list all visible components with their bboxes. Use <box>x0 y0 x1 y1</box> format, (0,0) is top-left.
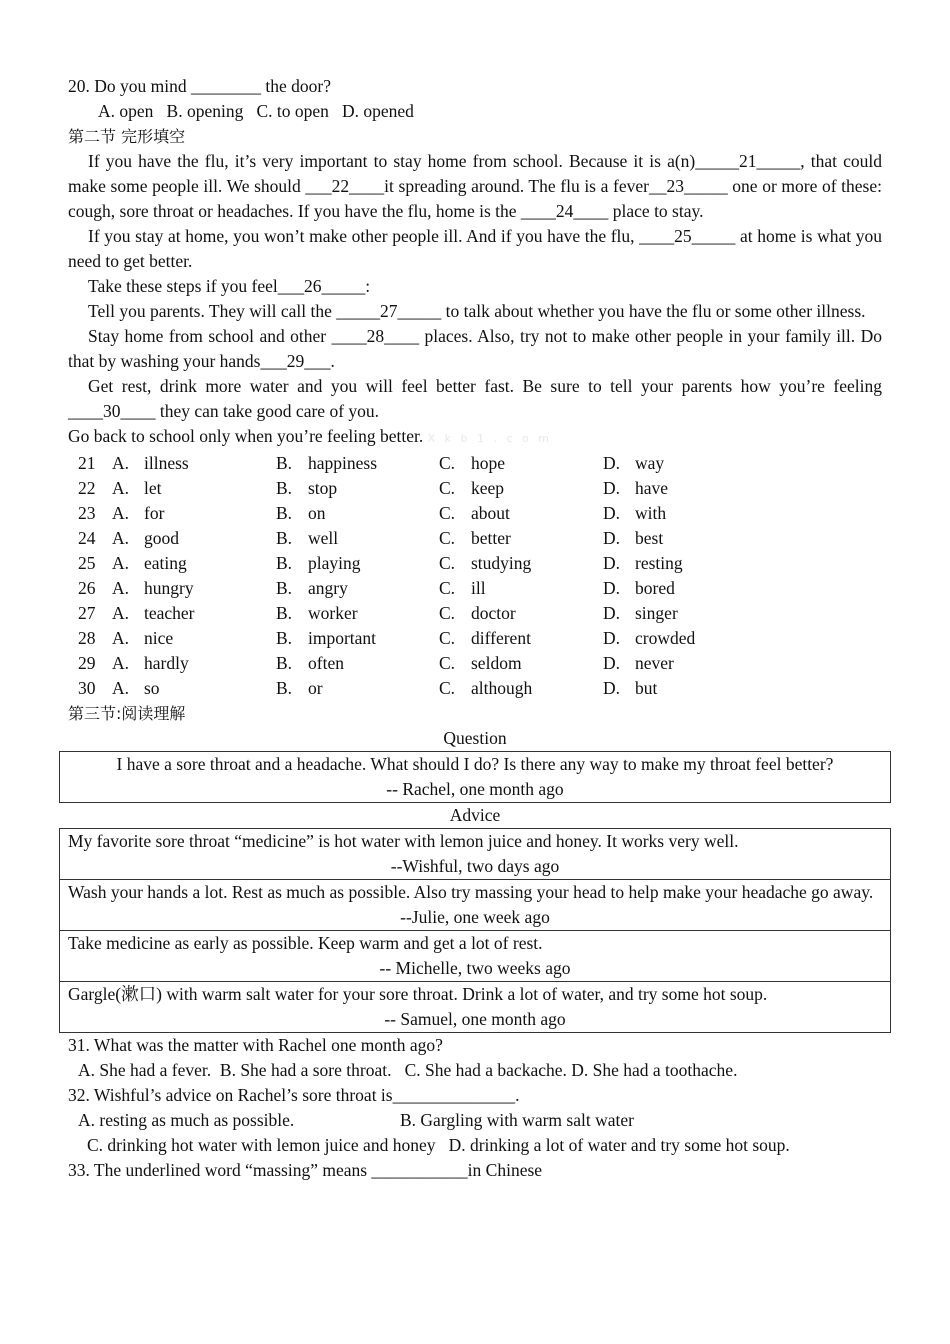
document-page <box>68 74 882 1183</box>
option-word-d: resting <box>635 553 683 573</box>
option-number: 25 <box>78 553 96 573</box>
option-letter-b: B. <box>276 653 293 673</box>
cloze-option-row <box>78 601 745 626</box>
option-word-a: for <box>144 503 165 523</box>
option-word-a: hardly <box>144 653 189 673</box>
option-letter-a: A. <box>112 628 130 648</box>
question-text: I have a sore throat and a headache. What should I do? Is there any way to make my throat feel better? <box>116 754 834 774</box>
advice-box <box>59 828 891 880</box>
advice-sign: -- Michelle, two weeks ago <box>379 958 571 978</box>
cloze-option-row <box>78 501 745 526</box>
option-word-b: stop <box>308 478 338 498</box>
option-letter-c: C. <box>439 478 456 498</box>
option-word-a: let <box>144 478 162 498</box>
option-word-a: good <box>144 528 179 548</box>
q33-stem: 33. The underlined word “massing” means ___________in Chinese <box>68 1160 543 1180</box>
option-letter-a: A. <box>112 678 130 698</box>
cloze-paragraph-5: Stay home from school and other ____28____ places. Also, try not to make other people in your family ill. Do that by washing your hands___29___. <box>68 326 882 371</box>
option-letter-c: C. <box>439 678 456 698</box>
cloze-option-row <box>78 626 745 651</box>
option-letter-c: C. <box>439 578 456 598</box>
option-word-d: singer <box>635 603 678 623</box>
option-letter-c: C. <box>439 453 456 473</box>
option-letter-a: A. <box>112 578 130 598</box>
section2-title: 第二节 完形填空 <box>68 127 186 146</box>
cloze-paragraph-3: Take these steps if you feel___26_____: <box>88 276 371 296</box>
option-letter-d: D. <box>603 678 621 698</box>
cloze-option-row <box>78 676 745 701</box>
cloze-option-row <box>78 526 745 551</box>
cloze-options-table <box>78 451 745 701</box>
option-word-a: hungry <box>144 578 194 598</box>
q20-options: A. open B. opening C. to open D. opened <box>98 101 414 121</box>
option-number: 23 <box>78 503 96 523</box>
cloze-paragraph-4: Tell you parents. They will call the _____27_____ to talk about whether you have the flu or some other illness. <box>88 301 866 321</box>
option-letter-b: B. <box>276 503 293 523</box>
cloze-option-row <box>78 476 745 501</box>
option-letter-b: B. <box>276 578 293 598</box>
option-letter-c: C. <box>439 528 456 548</box>
option-word-b: well <box>308 528 339 548</box>
advice-text: Wash your hands a lot. Rest as much as possible. Also try massing your head to help make your headache go away. <box>68 882 874 902</box>
question-box <box>59 751 891 803</box>
option-letter-b: B. <box>276 478 293 498</box>
option-letter-a: A. <box>112 478 130 498</box>
option-letter-c: C. <box>439 603 456 623</box>
cloze-closing <box>68 424 882 451</box>
option-number: 21 <box>78 453 96 473</box>
option-word-a: illness <box>144 453 189 473</box>
q31-stem: 31. What was the matter with Rachel one month ago? <box>68 1035 443 1055</box>
option-letter-b: B. <box>276 603 293 623</box>
option-letter-b: B. <box>276 678 293 698</box>
option-word-a: eating <box>144 553 187 573</box>
option-word-c: although <box>471 678 533 698</box>
option-letter-c: C. <box>439 653 456 673</box>
option-number: 28 <box>78 628 96 648</box>
q32-options-cd: C. drinking hot water with lemon juice and honey D. drinking a lot of water and try some hot soup. <box>87 1135 790 1155</box>
option-letter-a: A. <box>112 528 130 548</box>
option-word-c: studying <box>471 553 532 573</box>
option-word-a: nice <box>144 628 174 648</box>
option-letter-d: D. <box>603 553 621 573</box>
option-word-d: best <box>635 528 664 548</box>
option-word-b: worker <box>308 603 358 623</box>
q20-stem: 20. Do you mind ________ the door? <box>68 76 331 96</box>
option-word-d: bored <box>635 578 675 598</box>
option-word-d: way <box>635 453 665 473</box>
option-number: 30 <box>78 678 96 698</box>
cloze-option-row <box>78 651 745 676</box>
cloze-paragraph-2: If you stay at home, you won’t make other people ill. And if you have the flu, ____25_____ at home is what you need to get better. <box>68 226 882 271</box>
option-word-b: or <box>308 678 323 698</box>
advice-text: My favorite sore throat “medicine” is hot water with lemon juice and honey. It works very well. <box>68 831 739 851</box>
option-word-b: important <box>308 628 377 648</box>
advice-sign: --Wishful, two days ago <box>390 856 560 876</box>
option-letter-a: A. <box>112 603 130 623</box>
option-word-c: ill <box>471 578 486 598</box>
advice-sign: -- Samuel, one month ago <box>384 1009 566 1029</box>
option-word-b: happiness <box>308 453 378 473</box>
question-sign: -- Rachel, one month ago <box>386 779 564 799</box>
option-word-b: playing <box>308 553 361 573</box>
option-word-a: so <box>144 678 160 698</box>
option-letter-b: B. <box>276 628 293 648</box>
q31-options: A. She had a fever. B. She had a sore throat. C. She had a backache. D. She had a toothache. <box>78 1060 738 1080</box>
option-letter-d: D. <box>603 653 621 673</box>
cloze-paragraph-1: If you have the flu, it’s very important to stay home from school. Because it is a(n)_____21_____, that could make some people ill. We should ___22____it spreading around. The flu is a fever__23_____ one or more of these: cough, sore throat or headaches. If you have the flu, home is the ____24____ place to stay. <box>68 151 882 221</box>
option-word-d: have <box>635 478 669 498</box>
option-letter-d: D. <box>603 503 621 523</box>
question-heading: Question <box>443 728 507 748</box>
section3-title: 第三节:阅读理解 <box>68 704 186 723</box>
advice-heading: Advice <box>449 805 501 825</box>
option-letter-a: A. <box>112 553 130 573</box>
option-letter-d: D. <box>603 478 621 498</box>
advice-box <box>59 931 891 982</box>
option-number: 29 <box>78 653 96 673</box>
option-letter-b: B. <box>276 553 293 573</box>
option-letter-a: A. <box>112 653 130 673</box>
option-letter-d: D. <box>603 628 621 648</box>
advice-sign: --Julie, one week ago <box>400 907 550 927</box>
option-number: 26 <box>78 578 96 598</box>
option-word-d: never <box>635 653 674 673</box>
option-letter-a: A. <box>112 503 130 523</box>
option-letter-d: D. <box>603 603 621 623</box>
option-letter-c: C. <box>439 553 456 573</box>
q32-option-b: B. Gargling with warm salt water <box>400 1110 634 1130</box>
option-letter-c: C. <box>439 503 456 523</box>
option-word-b: angry <box>308 578 348 598</box>
watermark: X k b 1 . c o m <box>427 432 552 445</box>
advice-text: Take medicine as early as possible. Keep warm and get a lot of rest. <box>68 933 543 953</box>
option-word-d: with <box>635 503 667 523</box>
advice-box <box>59 880 891 931</box>
option-word-c: about <box>471 503 510 523</box>
q32-stem: 32. Wishful’s advice on Rachel’s sore throat is______________. <box>68 1085 520 1105</box>
option-word-b: often <box>308 653 344 673</box>
q32-options-ab <box>68 1108 882 1133</box>
option-word-c: keep <box>471 478 505 498</box>
option-letter-d: D. <box>603 578 621 598</box>
option-word-b: on <box>308 503 326 523</box>
option-number: 24 <box>78 528 96 548</box>
cloze-option-row <box>78 551 745 576</box>
advice-text: Gargle(漱口) with warm salt water for your sore throat. Drink a lot of water, and try some hot soup. <box>68 984 768 1004</box>
option-word-c: doctor <box>471 603 516 623</box>
option-word-a: teacher <box>144 603 195 623</box>
advice-list <box>68 828 882 1033</box>
option-letter-a: A. <box>112 453 130 473</box>
cloze-paragraph-6: Get rest, drink more water and you will feel better fast. Be sure to tell your parents how you’re feeling ____30____ they can take good care of you. <box>68 376 882 421</box>
option-letter-b: B. <box>276 528 293 548</box>
option-letter-d: D. <box>603 528 621 548</box>
option-letter-c: C. <box>439 628 456 648</box>
option-letter-d: D. <box>603 453 621 473</box>
cloze-closing-text: Go back to school only when you’re feeling better. <box>68 426 424 446</box>
option-word-d: but <box>635 678 658 698</box>
option-number: 27 <box>78 603 96 623</box>
option-letter-b: B. <box>276 453 293 473</box>
q32-option-a: A. resting as much as possible. <box>78 1110 295 1130</box>
option-word-c: hope <box>471 453 506 473</box>
advice-box <box>59 982 891 1033</box>
option-number: 22 <box>78 478 96 498</box>
cloze-option-row <box>78 451 745 476</box>
option-word-c: different <box>471 628 531 648</box>
option-word-d: crowded <box>635 628 696 648</box>
option-word-c: seldom <box>471 653 522 673</box>
cloze-option-row <box>78 576 745 601</box>
option-word-c: better <box>471 528 511 548</box>
